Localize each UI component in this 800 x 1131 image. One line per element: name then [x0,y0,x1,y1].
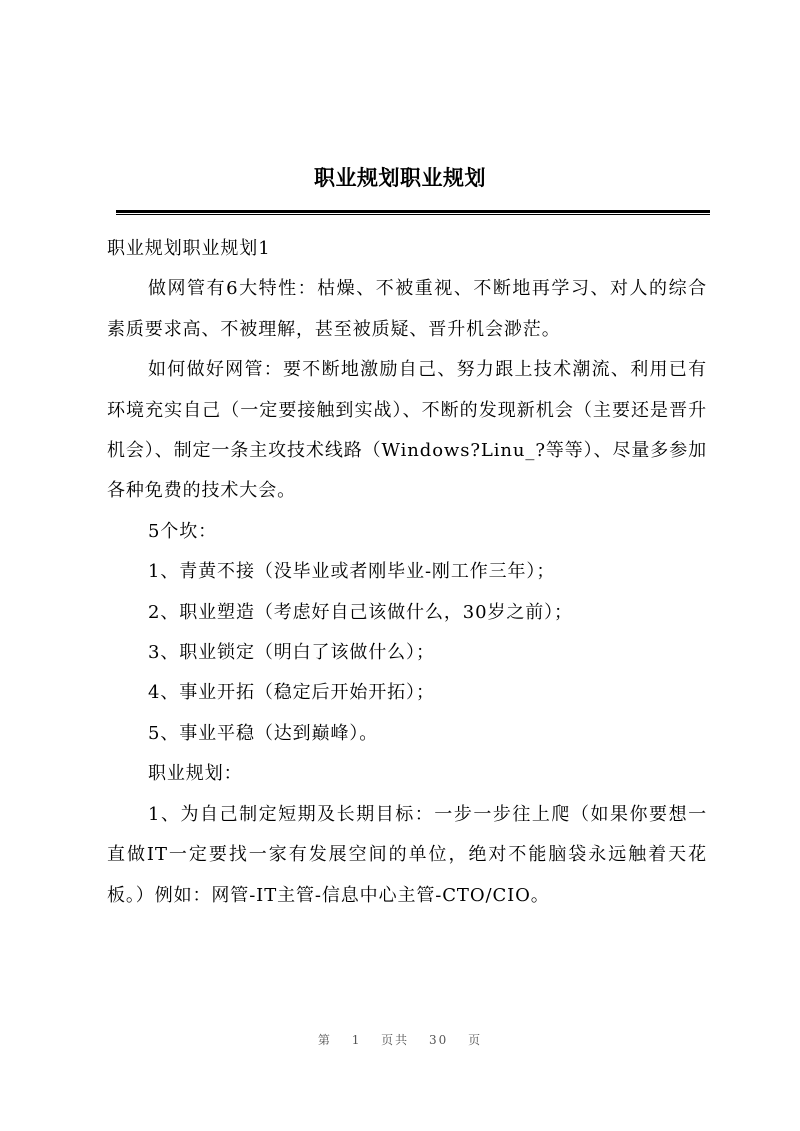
paragraph: 职业规划： [148,763,243,785]
paragraph: 做网管有6大特性：枯燥、不被重视、不断地再学习、对人的综合素质要求高、不被理解，甚至被质疑、晋升机会渺茫。 [107,278,707,340]
list-item: 5、事业平稳（达到巅峰）。 [148,722,379,744]
paragraph: 1、为自己制定短期及长期目标：一步一步往上爬（如果你要想一直做IT一定要找一家有发展空间的单位，绝对不能脑袋永远触着天花板。）例如：网管-IT主管-信息中心主管-CTO/CIO。 [107,803,707,906]
page-footer [0,1031,800,1048]
footer-middle: 页共 [381,1033,410,1047]
footer-current-page: 1 [351,1033,362,1047]
footer-prefix: 第 [317,1033,332,1047]
list-item: 4、事业开拓（稳定后开始开拓）； [148,682,435,704]
paragraph: 如何做好网管：要不断地激励自己、努力跟上技术潮流、利用已有环境充实自己（一定要接触到实战）、不断的发现新机会（主要还是晋升机会）、制定一条主攻技术线路（Windows?Linu_?等等）、尽量多参加各种免费的技术大会。 [107,359,707,502]
footer-suffix: 页 [468,1033,483,1047]
paragraph: 5个坎： [148,520,218,542]
page-title: 职业规划职业规划 [314,165,486,190]
title-divider [116,210,710,215]
list-item: 3、职业锁定（明白了该做什么）； [148,642,435,664]
list-item: 1、青黄不接（没毕业或者刚毕业-刚工作三年）； [148,561,556,583]
footer-total-pages: 30 [429,1033,449,1047]
list-item: 2、职业塑造（考虑好自己该做什么，30岁之前）； [148,601,573,623]
document-body [107,229,707,916]
paragraph-heading: 职业规划职业规划1 [107,238,271,259]
